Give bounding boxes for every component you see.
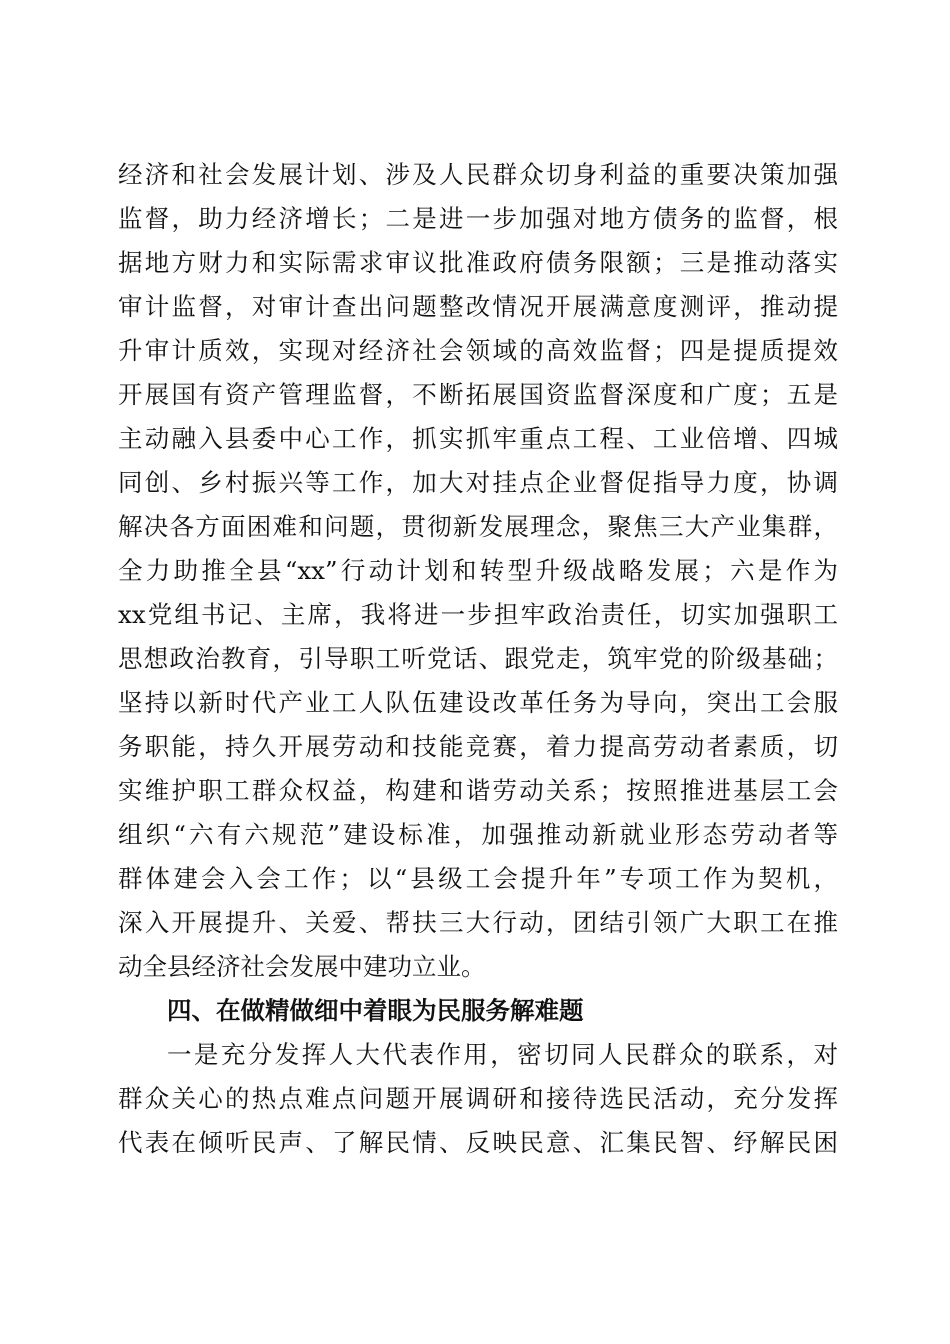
paragraph-line: 组织“六有六规范”建设标准，加强推动新就业形态劳动者等 bbox=[118, 820, 838, 849]
paragraph-line: 坚持以新时代产业工人队伍建设改革任务为导向，突出工会服 bbox=[118, 688, 838, 717]
paragraph-line: 深入开展提升、关爱、帮扶三大行动，团结引领广大职工在推 bbox=[118, 908, 838, 937]
paragraph-line: 全力助推全县“xx”行动计划和转型升级战略发展；六是作为 bbox=[118, 556, 838, 585]
section-heading: 四、在做精做细中着眼为民服务解难题 bbox=[167, 996, 584, 1025]
paragraph-line: 群体建会入会工作；以“县级工会提升年”专项工作为契机， bbox=[118, 864, 838, 893]
paragraph-line: 据地方财力和实际需求审议批准政府债务限额；三是推动落实 bbox=[118, 248, 838, 277]
paragraph-line: 实维护职工群众权益，构建和谐劳动关系；按照推进基层工会 bbox=[118, 776, 838, 805]
paragraph-line: xx党组书记、主席，我将进一步担牢政治责任，切实加强职工 bbox=[118, 600, 838, 629]
paragraph-line: 动全县经济社会发展中建功立业。 bbox=[118, 952, 486, 981]
paragraph-line: 务职能，持久开展劳动和技能竞赛，着力提高劳动者素质，切 bbox=[118, 732, 838, 761]
document-body bbox=[118, 153, 838, 1165]
paragraph-line: 经济和社会发展计划、涉及人民群众切身利益的重要决策加强 bbox=[118, 160, 838, 189]
paragraph-line: 主动融入县委中心工作，抓实抓牢重点工程、工业倍增、四城 bbox=[118, 424, 838, 453]
paragraph-line: 同创、乡村振兴等工作，加大对挂点企业督促指导力度，协调 bbox=[118, 468, 838, 497]
paragraph-line: 监督，助力经济增长；二是进一步加强对地方债务的监督，根 bbox=[118, 204, 838, 233]
paragraph-line: 升审计质效，实现对经济社会领域的高效监督；四是提质提效 bbox=[118, 336, 838, 365]
paragraph-line: 代表在倾听民声、了解民情、反映民意、汇集民智、纾解民困 bbox=[118, 1128, 838, 1157]
paragraph-line: 解决各方面困难和问题，贯彻新发展理念，聚焦三大产业集群， bbox=[118, 512, 838, 541]
paragraph-line: 思想政治教育，引导职工听党话、跟党走，筑牢党的阶级基础； bbox=[118, 644, 838, 673]
paragraph-line: 群众关心的热点难点问题开展调研和接待选民活动，充分发挥 bbox=[118, 1084, 838, 1113]
paragraph-line: 审计监督，对审计查出问题整改情况开展满意度测评，推动提 bbox=[118, 292, 838, 321]
paragraph-line: 一是充分发挥人大代表作用，密切同人民群众的联系，对 bbox=[167, 1040, 838, 1069]
paragraph-line: 开展国有资产管理监督，不断拓展国资监督深度和广度；五是 bbox=[118, 380, 838, 409]
